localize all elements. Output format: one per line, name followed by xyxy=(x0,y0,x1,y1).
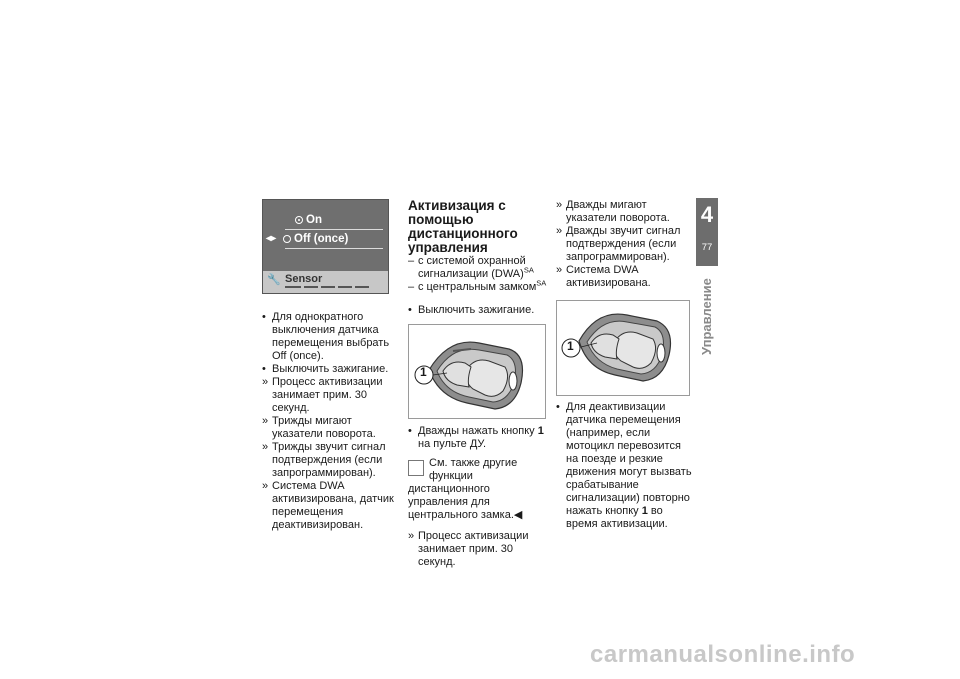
list-item: • Дважды нажать кнопку 1 на пульте ДУ. xyxy=(408,425,544,450)
list-item: » Система DWA активизирована. xyxy=(556,264,651,289)
column-1 xyxy=(262,311,394,532)
dash-item: – с центральным замком$^{SA}$ xyxy=(408,278,547,293)
list-item: » Система DWA активизирована, датчик перемещения деактивизирован. xyxy=(262,480,394,531)
page-number: 77 xyxy=(701,242,713,253)
chapter-tab xyxy=(696,198,718,266)
list-item: • Выключить зажигание. xyxy=(408,304,535,316)
watermark: carmanualsonline.info xyxy=(590,641,856,668)
column-3 xyxy=(556,199,692,531)
section-heading: Активизация с помощью дистанционного управления xyxy=(408,198,518,255)
key-fob-figure xyxy=(556,300,690,396)
sensor-bar xyxy=(263,271,388,293)
key-fob-illustration xyxy=(557,301,689,395)
level-dash xyxy=(285,286,301,288)
divider xyxy=(285,229,383,230)
level-dash xyxy=(321,286,335,288)
radio-selected-icon xyxy=(295,216,303,224)
list-item: » Процесс активизации занимает прим. 30 секунд. xyxy=(408,530,529,568)
dashboard-display xyxy=(262,199,389,294)
option-on: On xyxy=(295,214,322,227)
arrows-icon: ◂▸ xyxy=(266,233,277,244)
wrench-icon: 🔧 xyxy=(267,274,281,286)
note: См. также другие функции дистанционного управления для центрального замка.◀ xyxy=(408,457,523,521)
key-fob-illustration xyxy=(409,325,545,418)
option-off-once: Off (once) xyxy=(283,233,348,246)
list-item: » Трижды звучит сигнал подтверждения (если запрограммирован). xyxy=(262,441,386,479)
info-icon xyxy=(408,460,424,476)
list-item: » Процесс активизации занимает прим. 30 секунд. xyxy=(262,376,383,414)
divider xyxy=(285,248,383,249)
radio-empty-icon xyxy=(283,235,291,243)
level-dash xyxy=(338,286,352,288)
level-dash xyxy=(355,286,369,288)
sensor-label: Sensor xyxy=(285,273,323,285)
level-dash xyxy=(304,286,318,288)
list-item: » Дважды звучит сигнал подтверждения (если запрограммирован). xyxy=(556,225,681,263)
list-item: » Дважды мигают указатели поворота. xyxy=(556,199,670,224)
dash-item: – с системой охранной сигнализации (DWA)$^{SA}$ xyxy=(408,255,534,280)
key-fob-figure xyxy=(408,324,546,419)
list-item: » Трижды мигают указатели поворота. xyxy=(262,415,376,440)
chapter-number: 4 xyxy=(700,202,714,227)
callout-label: 1 xyxy=(567,339,574,353)
callout-label: 1 xyxy=(420,365,427,379)
column-2 xyxy=(408,199,548,569)
list-item: • Для однократного выключения датчика перемещения выбрать Off (once). xyxy=(262,311,390,362)
list-item: • Для деактивизации датчика перемещения (например, если мотоцикл перевозится на поезде и резкие движения могут вызвать срабатывание сигнализации) повторно нажать кнопку 1 во время активизации. xyxy=(556,401,692,530)
list-item: • Выключить зажигание. xyxy=(262,363,389,375)
section-title: Управление xyxy=(699,278,714,355)
